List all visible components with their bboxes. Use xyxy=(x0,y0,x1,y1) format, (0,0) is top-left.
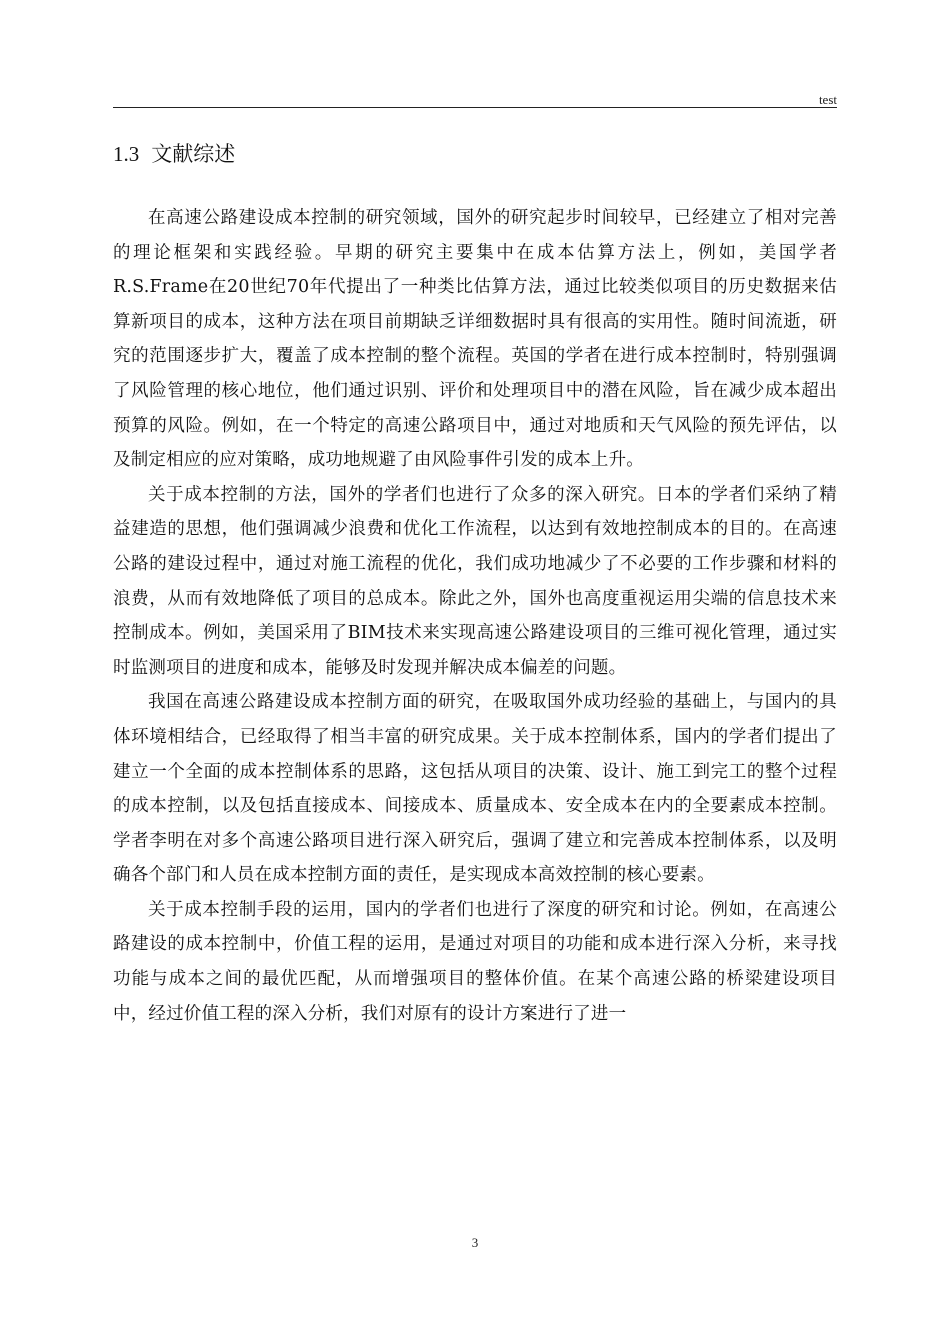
paragraph-3: 我国在高速公路建设成本控制方面的研究，在吸取国外成功经验的基础上，与国内的具体环境相结合，已经取得了相当丰富的研究成果。关于成本控制体系，国内的学者们提出了建立一个全面的成本控制体系的思路，这包括从项目的决策、设计、施工到完工的整个过程的成本控制，以及包括直接成本、间接成本、质量成本、安全成本在内的全要素成本控制。学者李明在对多个高速公路项目进行深入研究后，强调了建立和完善成本控制体系，以及明确各个部门和人员在成本控制方面的责任，是实现成本高效控制的核心要素。 xyxy=(113,692,837,886)
paragraph-4: 关于成本控制手段的运用，国内的学者们也进行了深度的研究和讨论。例如，在高速公路建设的成本控制中，价值工程的运用，是通过对项目的功能和成本进行深入分析，来寻找功能与成本之间的最优匹配，从而增强项目的整体价值。在某个高速公路的桥梁建设项目中，经过价值工程的深入分析，我们对原有的设计方案进行了进一 xyxy=(113,899,837,1024)
section-number: 1.3 xyxy=(113,142,140,166)
running-header: test xyxy=(818,92,837,107)
paragraph-1: 在高速公路建设成本控制的研究领域，国外的研究起步时间较早，已经建立了相对完善的理论框架和实践经验。早期的研究主要集中在成本估算方法上，例如，美国学者R.S.Frame在20世纪70年代提出了一种类比估算方法，通过比较类似项目的历史数据来估算新项目的成本，这种方法在项目前期缺乏详细数据时具有很高的实用性。随时间流逝，研究的范围逐步扩大，覆盖了成本控制的整个流程。英国的学者在进行成本控制时，特别强调了风险管理的核心地位，他们通过识别、评价和处理项目中的潜在风险，旨在减少成本超出预算的风险。例如，在一个特定的高速公路项目中，通过对地质和天气风险的预先评估，以及制定相应的应对策略，成功地规避了由风险事件引发的成本上升。 xyxy=(113,208,837,471)
section-heading xyxy=(113,138,235,168)
paragraph-2: 关于成本控制的方法，国外的学者们也进行了众多的深入研究。日本的学者们采纳了精益建造的思想，他们强调减少浪费和优化工作流程，以达到有效地控制成本的目的。在高速公路的建设过程中，通过对施工流程的优化，我们成功地减少了不必要的工作步骤和材料的浪费，从而有效地降低了项目的总成本。除此之外，国外也高度重视运用尖端的信息技术来控制成本。例如，美国采用了BIM技术来实现高速公路建设项目的三维可视化管理，通过实时监测项目的进度和成本，能够及时发现并解决成本偏差的问题。 xyxy=(113,484,837,678)
header-rule xyxy=(113,107,837,108)
page-number: 3 xyxy=(471,1235,479,1250)
section-title: 文献综述 xyxy=(151,142,236,166)
body-text xyxy=(113,201,837,1031)
